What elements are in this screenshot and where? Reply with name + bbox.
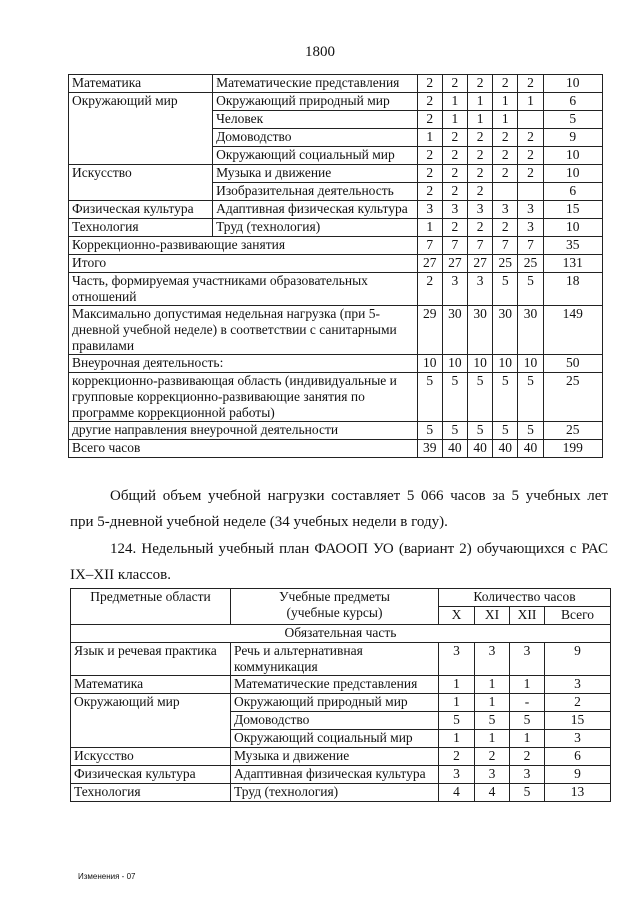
table1-summary-value: 27 — [442, 255, 467, 273]
paragraph-124-heading: 124. Недельный учебный план ФАООП УО (вариант 2) обучающихся с РАС — [110, 541, 608, 557]
table1-summary-label: коррекционно-развивающая область (индивидуальные и групповые коррекционно-развивающие занятия по программе коррекционной работы) — [69, 373, 418, 422]
table2-value: - — [510, 694, 545, 712]
table1-summary-value: 199 — [543, 440, 602, 458]
table1-summary-value: 5 — [442, 373, 467, 422]
table2-value: 3 — [475, 766, 510, 784]
table2-subject: Музыка и движение — [231, 748, 439, 766]
table1-summary-value: 3 — [442, 273, 467, 306]
table1-value: 2 — [493, 165, 518, 183]
table1-summary-row — [69, 373, 603, 422]
table1-value: 2 — [467, 129, 492, 147]
table1-summary-value: 25 — [543, 373, 602, 422]
table1-summary-row — [69, 255, 603, 273]
table1-value: 2 — [417, 183, 442, 201]
table2-value: 15 — [545, 712, 611, 730]
table1-subject: Математические представления — [213, 75, 418, 93]
table1-value: 3 — [442, 201, 467, 219]
table1-summary-value: 25 — [543, 422, 602, 440]
table1-row — [69, 201, 603, 219]
table2-value: 9 — [545, 766, 611, 784]
table1-value: 10 — [543, 147, 602, 165]
table1-summary-value: 30 — [518, 306, 543, 355]
table1-value: 1 — [417, 219, 442, 237]
table1-area: Искусство — [69, 165, 213, 201]
table1-value: 3 — [493, 201, 518, 219]
table1-summary-value: 5 — [417, 373, 442, 422]
table1-summary-value: 35 — [543, 237, 602, 255]
header-hours: Количество часов — [439, 589, 611, 607]
table1-summary-row — [69, 355, 603, 373]
table1-value: 1 — [493, 111, 518, 129]
table1-value: 2 — [493, 129, 518, 147]
table1-value: 2 — [467, 183, 492, 201]
table2-subject: Окружающий природный мир — [231, 694, 439, 712]
table2-row — [71, 766, 611, 784]
paragraph-total-load: Общий объем учебной нагрузки составляет 5 066 часов за 5 учебных лет — [110, 488, 608, 504]
table1-summary-value: 30 — [467, 306, 492, 355]
table1-subject: Окружающий природный мир — [213, 93, 418, 111]
table1-value: 1 — [467, 93, 492, 111]
table1-summary-value: 5 — [518, 373, 543, 422]
table1-summary-value: 39 — [417, 440, 442, 458]
table2-value: 3 — [439, 766, 475, 784]
table1-value: 2 — [417, 165, 442, 183]
table2-subject: Речь и альтернативная коммуникация — [231, 643, 439, 676]
table2-row — [71, 694, 611, 712]
table2-value: 2 — [439, 748, 475, 766]
table1-subject: Домоводство — [213, 129, 418, 147]
table2-value: 1 — [439, 694, 475, 712]
table1-value: 3 — [417, 201, 442, 219]
table2-value: 2 — [545, 694, 611, 712]
table1-summary-value: 5 — [467, 422, 492, 440]
table1-value: 1 — [442, 111, 467, 129]
table2-value: 9 — [545, 643, 611, 676]
table2-value: 1 — [510, 676, 545, 694]
table1-summary-value: 2 — [417, 273, 442, 306]
header-grade-xi: XI — [475, 607, 510, 625]
table1-summary-value: 149 — [543, 306, 602, 355]
table1-value: 2 — [467, 165, 492, 183]
table1-value: 15 — [543, 201, 602, 219]
table1-value: 2 — [417, 147, 442, 165]
header-areas: Предметные области — [71, 589, 231, 625]
table1-summary-value: 10 — [467, 355, 492, 373]
table1-summary-value: 5 — [493, 273, 518, 306]
table2-value: 1 — [510, 730, 545, 748]
table1-value: 2 — [518, 129, 543, 147]
header-subjects — [231, 589, 439, 625]
table1-summary-value: 27 — [467, 255, 492, 273]
table1-value: 1 — [442, 93, 467, 111]
table1-value: 2 — [493, 75, 518, 93]
table1-summary-label: Всего часов — [69, 440, 418, 458]
table1-value — [493, 183, 518, 201]
table1-value: 2 — [442, 219, 467, 237]
table1-value: 9 — [543, 129, 602, 147]
table1-summary-value: 30 — [442, 306, 467, 355]
table1-value — [518, 183, 543, 201]
table2-value: 5 — [510, 784, 545, 802]
table1-value: 2 — [442, 147, 467, 165]
table1-value: 2 — [467, 75, 492, 93]
table1-area: Физическая культура — [69, 201, 213, 219]
table1-summary-value: 10 — [518, 355, 543, 373]
table1-value: 2 — [518, 75, 543, 93]
table1-summary-value: 7 — [417, 237, 442, 255]
table1-value: 3 — [518, 219, 543, 237]
table2-value: 3 — [439, 643, 475, 676]
table1-value: 1 — [467, 111, 492, 129]
table1-value: 2 — [518, 165, 543, 183]
table1-summary-label: Максимально допустимая недельная нагрузка (при 5-дневной учебной неделе) в соответствии с санитарными правилами — [69, 306, 418, 355]
table1-value: 6 — [543, 93, 602, 111]
table1-summary-value: 7 — [467, 237, 492, 255]
page-number: 1800 — [305, 44, 335, 60]
table1-value: 3 — [467, 201, 492, 219]
table1-summary-value: 5 — [467, 373, 492, 422]
table1-value: 2 — [518, 147, 543, 165]
table1-summary-value: 7 — [493, 237, 518, 255]
table1-value: 6 — [543, 183, 602, 201]
table2-value: 3 — [510, 766, 545, 784]
table1-subject: Музыка и движение — [213, 165, 418, 183]
table2-area: Искусство — [71, 748, 231, 766]
curriculum-table-2 — [70, 588, 611, 802]
table2-area: Технология — [71, 784, 231, 802]
table1-summary-label: Коррекционно-развивающие занятия — [69, 237, 418, 255]
table1-row — [69, 219, 603, 237]
table1-value: 1 — [518, 93, 543, 111]
table1-value: 2 — [442, 129, 467, 147]
table1-summary-row — [69, 306, 603, 355]
table2-value: 5 — [439, 712, 475, 730]
table1-summary-label: другие направления внеурочной деятельности — [69, 422, 418, 440]
table1-summary-row — [69, 440, 603, 458]
table1-summary-value: 25 — [518, 255, 543, 273]
table1-summary-value: 30 — [493, 306, 518, 355]
table1-summary-row — [69, 273, 603, 306]
table1-summary-value: 7 — [518, 237, 543, 255]
table1-value: 5 — [543, 111, 602, 129]
table1-subject: Адаптивная физическая культура — [213, 201, 418, 219]
table1-summary-value: 5 — [442, 422, 467, 440]
table1-summary-value: 40 — [467, 440, 492, 458]
table1-value: 3 — [518, 201, 543, 219]
table1-value: 2 — [493, 147, 518, 165]
table2-subject: Окружающий социальный мир — [231, 730, 439, 748]
table1-summary-value: 3 — [467, 273, 492, 306]
table1-value: 2 — [442, 165, 467, 183]
table1-summary-label: Итого — [69, 255, 418, 273]
table2-mandatory-row — [71, 625, 611, 643]
table1-value: 2 — [417, 75, 442, 93]
paragraph-124-heading-cont: IX–XII классов. — [70, 567, 171, 583]
table2-value: 1 — [439, 730, 475, 748]
table1-value: 10 — [543, 219, 602, 237]
table1-summary-label: Внеурочная деятельность: — [69, 355, 418, 373]
table1-summary-value: 40 — [493, 440, 518, 458]
header-subjects-line2: (учебные курсы) — [286, 605, 383, 620]
table2-value: 1 — [475, 676, 510, 694]
table1-subject: Человек — [213, 111, 418, 129]
table1-summary-label: Часть, формируемая участниками образовательных отношений — [69, 273, 418, 306]
table2-area: Физическая культура — [71, 766, 231, 784]
table1-summary-value: 5 — [417, 422, 442, 440]
table2-value: 13 — [545, 784, 611, 802]
curriculum-table-1 — [68, 74, 603, 458]
table2-value: 3 — [545, 676, 611, 694]
table1-subject: Изобразительная деятельность — [213, 183, 418, 201]
table1-value: 2 — [442, 183, 467, 201]
table1-summary-value: 5 — [518, 273, 543, 306]
table2-value: 2 — [475, 748, 510, 766]
table1-summary-value: 40 — [442, 440, 467, 458]
table1-value: 2 — [467, 147, 492, 165]
table2-value: 3 — [510, 643, 545, 676]
table2-subject: Труд (технология) — [231, 784, 439, 802]
table1-summary-value: 5 — [518, 422, 543, 440]
header-grade-xii: XII — [510, 607, 545, 625]
table2-subject: Адаптивная физическая культура — [231, 766, 439, 784]
table1-value: 1 — [417, 129, 442, 147]
table1-summary-value: 5 — [493, 373, 518, 422]
table1-value: 10 — [543, 75, 602, 93]
table2-value: 4 — [439, 784, 475, 802]
table1-summary-value: 10 — [417, 355, 442, 373]
table2-value: 2 — [510, 748, 545, 766]
table1-value: 2 — [493, 219, 518, 237]
paragraph-total-load-cont: при 5-дневной учебной неделе (34 учебных недели в году). — [70, 514, 448, 530]
table1-value: 2 — [417, 93, 442, 111]
table1-summary-value: 5 — [493, 422, 518, 440]
table2-value: 3 — [545, 730, 611, 748]
header-subjects-line1: Учебные предметы — [278, 589, 391, 604]
table1-row — [69, 93, 603, 111]
table2-subject: Математические представления — [231, 676, 439, 694]
table2-value: 4 — [475, 784, 510, 802]
table1-value: 2 — [442, 75, 467, 93]
table1-summary-row — [69, 422, 603, 440]
table2-row — [71, 643, 611, 676]
table1-value: 2 — [467, 219, 492, 237]
table1-value: 10 — [543, 165, 602, 183]
table1-summary-value: 50 — [543, 355, 602, 373]
table2-area: Математика — [71, 676, 231, 694]
table2-value: 1 — [439, 676, 475, 694]
table1-summary-value: 18 — [543, 273, 602, 306]
table2-row — [71, 784, 611, 802]
table2-row — [71, 676, 611, 694]
table1-summary-value: 7 — [442, 237, 467, 255]
table1-area: Математика — [69, 75, 213, 93]
table1-area: Окружающий мир — [69, 93, 213, 165]
mandatory-part-label: Обязательная часть — [71, 625, 611, 643]
table2-subject: Домоводство — [231, 712, 439, 730]
table2-header-row — [71, 589, 611, 607]
table1-summary-value: 25 — [493, 255, 518, 273]
header-grade-x: X — [439, 607, 475, 625]
table1-summary-value: 40 — [518, 440, 543, 458]
table2-row — [71, 748, 611, 766]
table1-value — [518, 111, 543, 129]
table1-summary-row — [69, 237, 603, 255]
table1-value: 1 — [493, 93, 518, 111]
table1-subject: Труд (технология) — [213, 219, 418, 237]
table2-value: 1 — [475, 730, 510, 748]
table1-summary-value: 10 — [442, 355, 467, 373]
table1-row — [69, 75, 603, 93]
table1-value: 2 — [417, 111, 442, 129]
table2-value: 5 — [475, 712, 510, 730]
table1-summary-value: 131 — [543, 255, 602, 273]
table2-value: 3 — [475, 643, 510, 676]
table1-summary-value: 10 — [493, 355, 518, 373]
table1-area: Технология — [69, 219, 213, 237]
table1-summary-value: 27 — [417, 255, 442, 273]
table1-subject: Окружающий социальный мир — [213, 147, 418, 165]
header-total: Всего — [545, 607, 611, 625]
table2-area: Окружающий мир — [71, 694, 231, 748]
footer-revision-note: Изменения - 07 — [78, 872, 136, 881]
table2-area: Язык и речевая практика — [71, 643, 231, 676]
table2-value: 1 — [475, 694, 510, 712]
table1-summary-value: 29 — [417, 306, 442, 355]
table2-value: 5 — [510, 712, 545, 730]
table1-row — [69, 165, 603, 183]
table2-value: 6 — [545, 748, 611, 766]
